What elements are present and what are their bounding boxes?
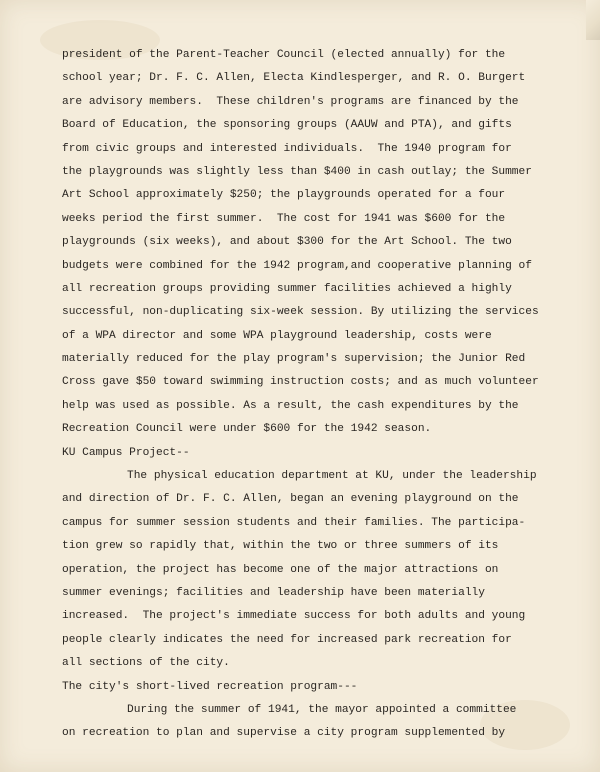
text-line: of a WPA director and some WPA playground leadership, costs were (62, 329, 492, 342)
text-line: tion grew so rapidly that, within the two or three summers of its (62, 540, 499, 553)
text-line: all recreation groups providing summer facilities achieved a highly (62, 282, 512, 295)
text-line: and direction of Dr. F. C. Allen, began an evening playground on the (62, 493, 519, 506)
text-line: school year; Dr. F. C. Allen, Electa Kindlesperger, and R. O. Burgert (62, 72, 526, 85)
text-line: operation, the project has become one of the major attractions on (62, 563, 499, 576)
text-line: weeks period the first summer. The cost for 1941 was $600 for the (62, 212, 506, 225)
text-line: successful, non-duplicating six-week session. By utilizing the services (62, 306, 539, 319)
text-line: summer evenings; facilities and leadership have been materially (62, 586, 485, 599)
text-line: all sections of the city. (62, 657, 230, 670)
text-line: KU Campus Project-- (62, 446, 190, 459)
text-line: people clearly indicates the need for increased park recreation for (62, 633, 512, 646)
text-line: Board of Education, the sponsoring groups (AAUW and PTA), and gifts (62, 119, 512, 132)
text-line: The city's short-lived recreation program--- (62, 680, 358, 693)
text-line: Art School approximately $250; the playgrounds operated for a four (62, 189, 506, 202)
text-line: increased. The project's immediate success for both adults and young (62, 610, 526, 623)
text-line: The physical education department at KU, under the leadership (127, 470, 537, 483)
text-line: During the summer of 1941, the mayor appointed a committee (127, 703, 517, 716)
text-line: campus for summer session students and their families. The participa- (62, 516, 526, 529)
text-line: budgets were combined for the 1942 program,and cooperative planning of (62, 259, 532, 272)
text-line: the playgrounds was slightly less than $400 in cash outlay; the Summer (62, 165, 532, 178)
text-line: are advisory members. These children's programs are financed by the (62, 95, 519, 108)
text-line: materially reduced for the play program's supervision; the Junior Red (62, 353, 526, 366)
text-line: playgrounds (six weeks), and about $300 for the Art School. The two (62, 236, 512, 249)
text-line: from civic groups and interested individuals. The 1940 program for (62, 142, 512, 155)
paper-edge (586, 0, 600, 40)
typed-text-body (62, 44, 562, 746)
text-line: on recreation to plan and supervise a city program supplemented by (62, 727, 506, 740)
text-line: Recreation Council were under $600 for the 1942 season. (62, 423, 432, 436)
text-line: help was used as possible. As a result, the cash expenditures by the (62, 399, 519, 412)
text-line: Cross gave $50 toward swimming instruction costs; and as much volunteer (62, 376, 539, 389)
text-line: president of the Parent-Teacher Council (elected annually) for the (62, 49, 506, 61)
